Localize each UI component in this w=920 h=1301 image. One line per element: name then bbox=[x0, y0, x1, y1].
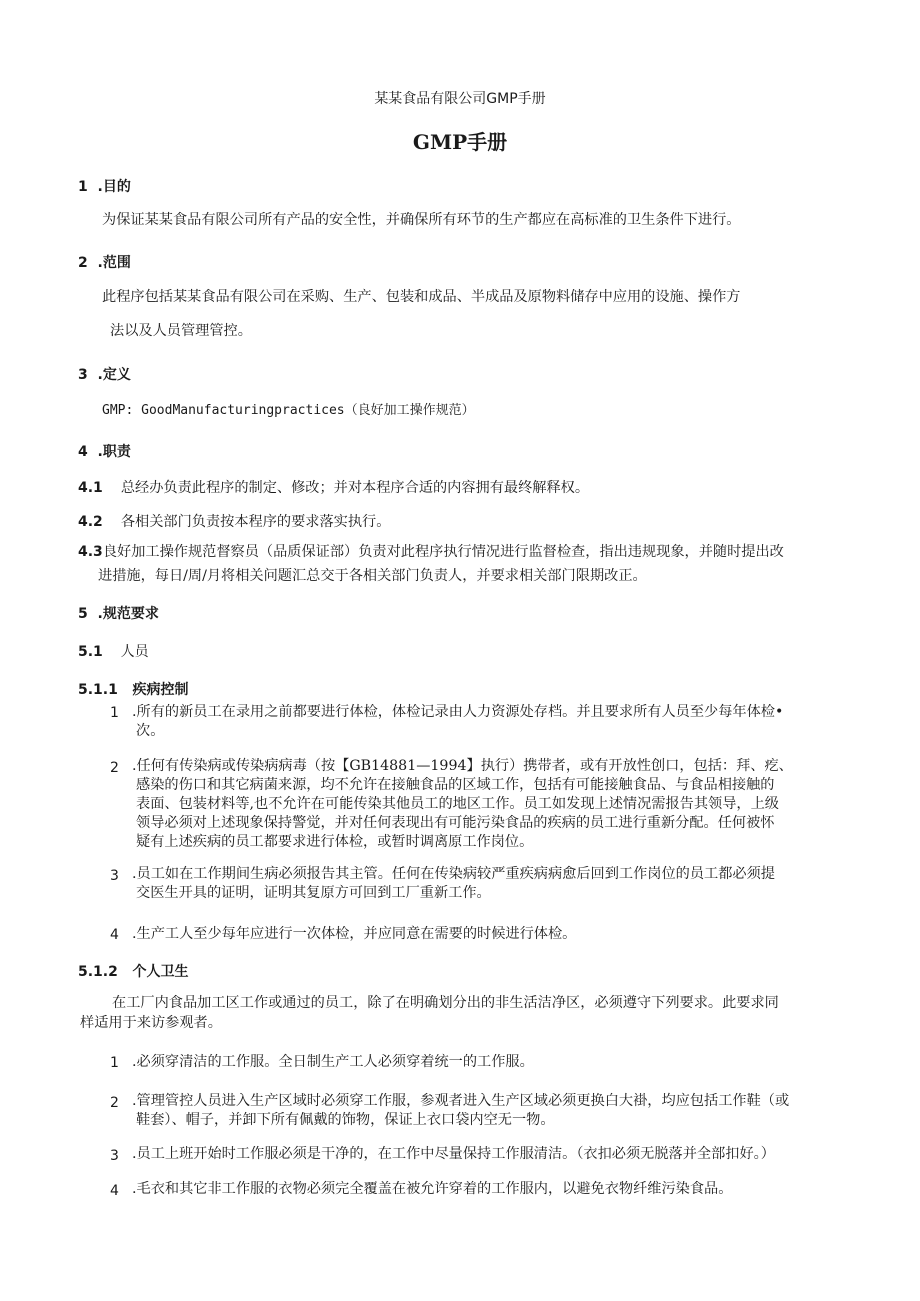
subsection-number: 5.1.2 bbox=[78, 964, 118, 980]
section-title: .职责 bbox=[97, 444, 131, 460]
section-2-heading bbox=[78, 252, 131, 272]
section-title: .目的 bbox=[97, 179, 131, 195]
list-item-line: .员工如在工作期间生病必须报告其主管。任何在传染病较严重疾病病愈后回到工作岗位的员工都必须提 bbox=[132, 866, 775, 882]
list-item-line: .管理管控人员进入生产区域时必须穿工作服，参观者进入生产区域必须更换白大褂，均应包括工作鞋（或 bbox=[132, 1093, 790, 1109]
list-number: 3 bbox=[110, 868, 119, 884]
duty-number: 4.1 bbox=[78, 480, 103, 496]
section-2-body-line2: 法以及人员管理管控。 bbox=[110, 323, 252, 339]
subsection-number: 5.1 bbox=[78, 644, 103, 660]
list-item-line: 疑有上述疾病的员工都要求进行体检，或暂时调离原工作岗位。 bbox=[136, 834, 534, 850]
list-number: 4 bbox=[110, 927, 119, 943]
list-item-line: .必须穿清洁的工作服。全日制生产工人必须穿着统一的工作服。 bbox=[132, 1054, 534, 1070]
list-number: 2 bbox=[110, 1095, 119, 1111]
list-number: 4 bbox=[110, 1183, 119, 1199]
section-number: 3 bbox=[78, 367, 88, 383]
duty-text: 良好加工操作规范督察员（品质保证部）负责对此程序执行情况进行监督检查，指出违规现象，并随时提出改 bbox=[102, 544, 784, 560]
subsection-5-1-heading bbox=[78, 641, 149, 661]
section-number: 2 bbox=[78, 255, 88, 271]
duty-item bbox=[78, 543, 784, 562]
list-item-line: .任何有传染病或传染病病毒（按【GB14881—1994】执行）携带者，或有开放性创口，包括：拜、疙、 bbox=[132, 758, 793, 774]
duty-item bbox=[78, 479, 589, 498]
list-item-line: .所有的新员工在录用之前都要进行体检，体检记录由人力资源处存档。并且要求所有人员至少每年体检• bbox=[132, 704, 784, 720]
section-1-body: 为保证某某食品有限公司所有产品的安全性，并确保所有环节的生产都应在高标准的卫生条件下进行。 bbox=[102, 212, 741, 228]
section-title: .定义 bbox=[97, 367, 131, 383]
list-number: 1 bbox=[110, 1055, 119, 1071]
list-number: 3 bbox=[110, 1148, 119, 1164]
section-1-heading bbox=[78, 176, 131, 196]
intro-line: 样适用于来访参观者。 bbox=[80, 1015, 222, 1031]
duty-text-continued: 进措施，每日/周/月将相关问题汇总交于各相关部门负责人，并要求相关部门限期改正。 bbox=[98, 568, 647, 584]
document-title: GMP手册 bbox=[412, 130, 508, 154]
duty-number: 4.2 bbox=[78, 514, 103, 530]
list-number: 2 bbox=[110, 760, 119, 776]
list-item-line: .生产工人至少每年应进行一次体检，并应同意在需要的时候进行体检。 bbox=[132, 926, 577, 942]
section-number: 1 bbox=[78, 179, 88, 195]
subsection-title: 疾病控制 bbox=[132, 682, 189, 698]
subsection-5-1-2-heading bbox=[78, 961, 189, 981]
section-3-heading bbox=[78, 364, 131, 384]
subsection-number: 5.1.1 bbox=[78, 682, 118, 698]
section-2-body-line1: 此程序包括某某食品有限公司在采购、生产、包装和成品、半成品及原物料储存中应用的设施、操作方 bbox=[102, 289, 741, 305]
list-number: 1 bbox=[110, 705, 119, 721]
subsection-5-1-1-heading bbox=[78, 679, 189, 699]
duty-number: 4.3 bbox=[78, 544, 103, 560]
duty-text: 各相关部门负责按本程序的要求落实执行。 bbox=[120, 514, 391, 530]
subsection-title: 人员 bbox=[120, 644, 149, 660]
running-header: 某某食品有限公司GMP手册 bbox=[374, 91, 546, 107]
section-5-heading bbox=[78, 603, 159, 623]
section-title: .范围 bbox=[97, 255, 131, 271]
subsection-title: 个人卫生 bbox=[132, 964, 189, 980]
section-3-body: GMP: GoodManufacturingpractices（良好加工操作规范） bbox=[102, 403, 475, 418]
list-item-line: 表面、包装材料等,也不允许在可能传染其他员工的地区工作。员工如发现上述情况需报告其领导，上级 bbox=[136, 796, 779, 812]
list-item-line: 感染的伤口和其它病菌来源，均不允许在接触食品的区域工作，包括有可能接触食品、与食品相接触的 bbox=[136, 777, 775, 793]
section-number: 5 bbox=[78, 606, 88, 622]
list-item-line: .员工上班开始时工作服必须是干净的，在工作中尽量保持工作服清洁。（衣扣必须无脱落并全部扣好。） bbox=[132, 1146, 775, 1162]
duty-text: 总经办负责此程序的制定、修改；并对本程序合适的内容拥有最终解释权。 bbox=[120, 480, 590, 496]
duty-item bbox=[78, 513, 390, 532]
list-item-line: 交医生开具的证明，证明其复原方可回到工厂重新工作。 bbox=[136, 885, 491, 901]
section-title: .规范要求 bbox=[97, 606, 159, 622]
list-item-line: 次。 bbox=[136, 723, 165, 739]
list-item-line: 领导必须对上述现象保持警觉，并对任何表现出有可能污染食品的疾病的员工进行重新分配。任何被怀 bbox=[136, 815, 775, 831]
section-4-heading bbox=[78, 441, 131, 461]
list-item-line: 鞋套）、帽子，并卸下所有佩戴的饰物，保证上衣口袋内空无一物。 bbox=[136, 1112, 555, 1128]
list-item-line: .毛衣和其它非工作服的衣物必须完全覆盖在被允许穿着的工作服内，以避免衣物纤维污染食品。 bbox=[132, 1181, 733, 1197]
section-number: 4 bbox=[78, 444, 88, 460]
intro-line: 在工厂内食品加工区工作或通过的员工，除了在明确划分出的非生活洁净区，必须遵守下列要求。此要求同 bbox=[112, 995, 779, 1011]
